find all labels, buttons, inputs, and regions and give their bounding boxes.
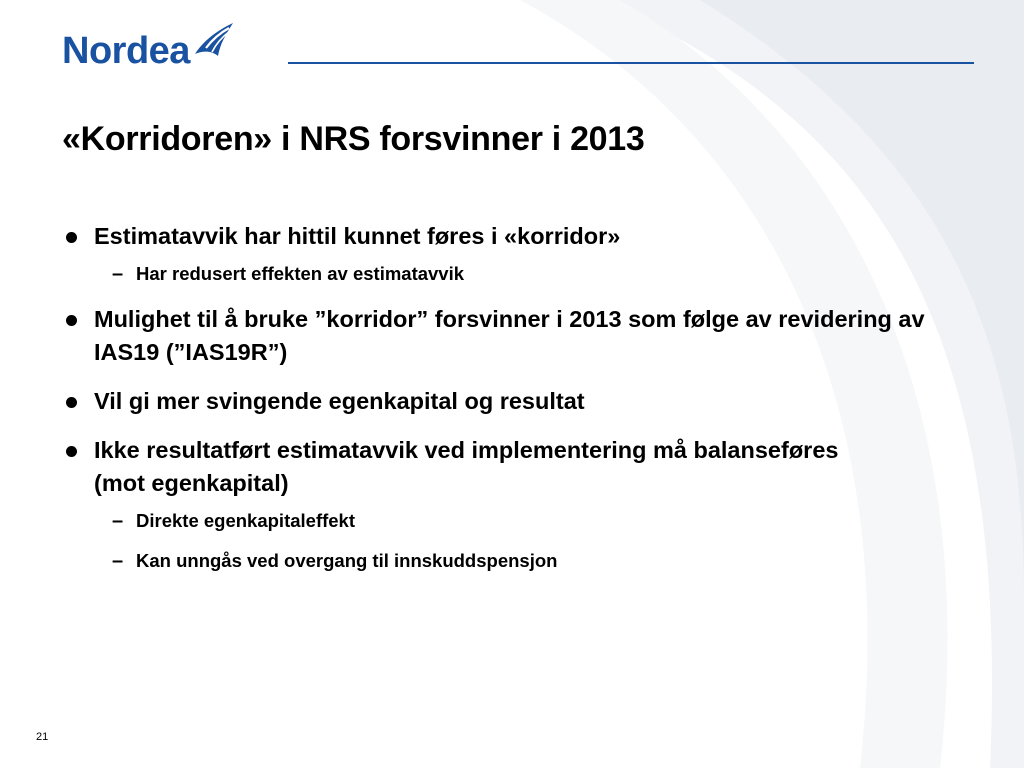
bullet-item (62, 220, 962, 253)
bullet-dot-icon (66, 315, 77, 326)
logo-wordmark: Nordea (62, 30, 190, 72)
bullet-text: Ikke resultatført estimatavvik ved implementering må balanseføres (mot egenkapital) (94, 437, 839, 496)
bullet-item (62, 385, 962, 418)
sub-bullet-text: Direkte egenkapitaleffekt (136, 510, 356, 531)
sub-bullet-item (62, 548, 962, 574)
slide-title: «Korridoren» i NRS forsvinner i 2013 (62, 120, 645, 158)
dash-icon: – (112, 263, 124, 285)
bullet-dot-icon (66, 397, 77, 408)
sub-bullet-item (62, 508, 962, 534)
bullet-item (62, 434, 854, 500)
bullet-list (62, 220, 962, 574)
dash-icon: – (112, 550, 124, 572)
dash-icon: – (112, 510, 124, 532)
bullet-text: Mulighet til å bruke ”korridor” forsvinner i 2013 som følge av revidering av IAS19 (”IAS19R”) (94, 306, 925, 365)
nordea-logo (62, 22, 234, 70)
page-number: 21 (36, 731, 49, 743)
bullet-text: Estimatavvik har hittil kunnet føres i «korridor» (94, 223, 621, 249)
bullet-text: Vil gi mer svingende egenkapital og resultat (94, 388, 585, 414)
bullet-item (62, 303, 962, 369)
header-divider (288, 62, 974, 64)
bullet-dot-icon (66, 232, 77, 243)
sub-bullet-text: Kan unngås ved overgang til innskuddspensjon (136, 550, 558, 571)
sail-icon (192, 22, 234, 58)
sub-bullet-item (62, 261, 962, 287)
bullet-dot-icon (66, 446, 77, 457)
sub-bullet-text: Har redusert effekten av estimatavvik (136, 263, 465, 284)
